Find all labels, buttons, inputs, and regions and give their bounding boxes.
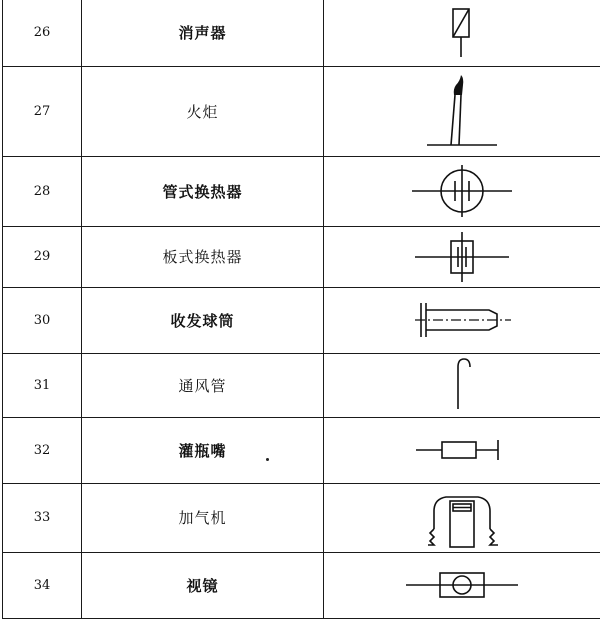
symbol-cell [324, 226, 600, 287]
row-number: 34 [3, 552, 82, 618]
stray-dot [266, 458, 269, 461]
symbol-name: 通风管 [82, 353, 324, 417]
row-number: 29 [3, 226, 82, 287]
gas-dispenser-icon [412, 487, 512, 549]
row-number: 31 [3, 353, 82, 417]
row-number: 32 [3, 417, 82, 483]
bottle-filling-nozzle-icon [412, 430, 512, 470]
sight-glass-icon [402, 565, 522, 605]
table-row [3, 417, 600, 483]
symbol-cell [324, 156, 600, 226]
row-number: 33 [3, 483, 82, 552]
symbol-name: 火炬 [82, 66, 324, 156]
table-row [3, 353, 600, 417]
symbol-cell [324, 287, 600, 353]
symbol-cell [324, 66, 600, 156]
table-row [3, 483, 600, 552]
plate-heat-exchanger-icon [407, 229, 517, 285]
symbol-name: 管式换热器 [82, 156, 324, 226]
row-number: 27 [3, 66, 82, 156]
symbol-cell [324, 552, 600, 618]
table-row [3, 156, 600, 226]
symbol-cell [324, 353, 600, 417]
vent-pipe-icon [442, 355, 482, 415]
pig-launcher-receiver-icon [407, 295, 517, 345]
row-number: 28 [3, 156, 82, 226]
silencer-icon [432, 3, 492, 63]
symbol-name: 收发球筒 [82, 287, 324, 353]
row-number: 26 [3, 0, 82, 66]
symbol-name: 视镜 [82, 552, 324, 618]
symbol-cell [324, 483, 600, 552]
symbol-name: 加气机 [82, 483, 324, 552]
row-number: 30 [3, 287, 82, 353]
table-row [3, 0, 600, 66]
symbol-cell [324, 0, 600, 66]
symbol-name: 板式换热器 [82, 226, 324, 287]
table-row [3, 226, 600, 287]
table-row [3, 287, 600, 353]
symbol-cell [324, 417, 600, 483]
tube-heat-exchanger-icon [407, 161, 517, 221]
symbol-name: 灌瓶嘴 [82, 417, 324, 483]
symbol-table [2, 0, 600, 619]
table-row [3, 552, 600, 618]
symbol-name: 消声器 [82, 0, 324, 66]
table-row [3, 66, 600, 156]
flare-torch-icon [417, 69, 507, 153]
